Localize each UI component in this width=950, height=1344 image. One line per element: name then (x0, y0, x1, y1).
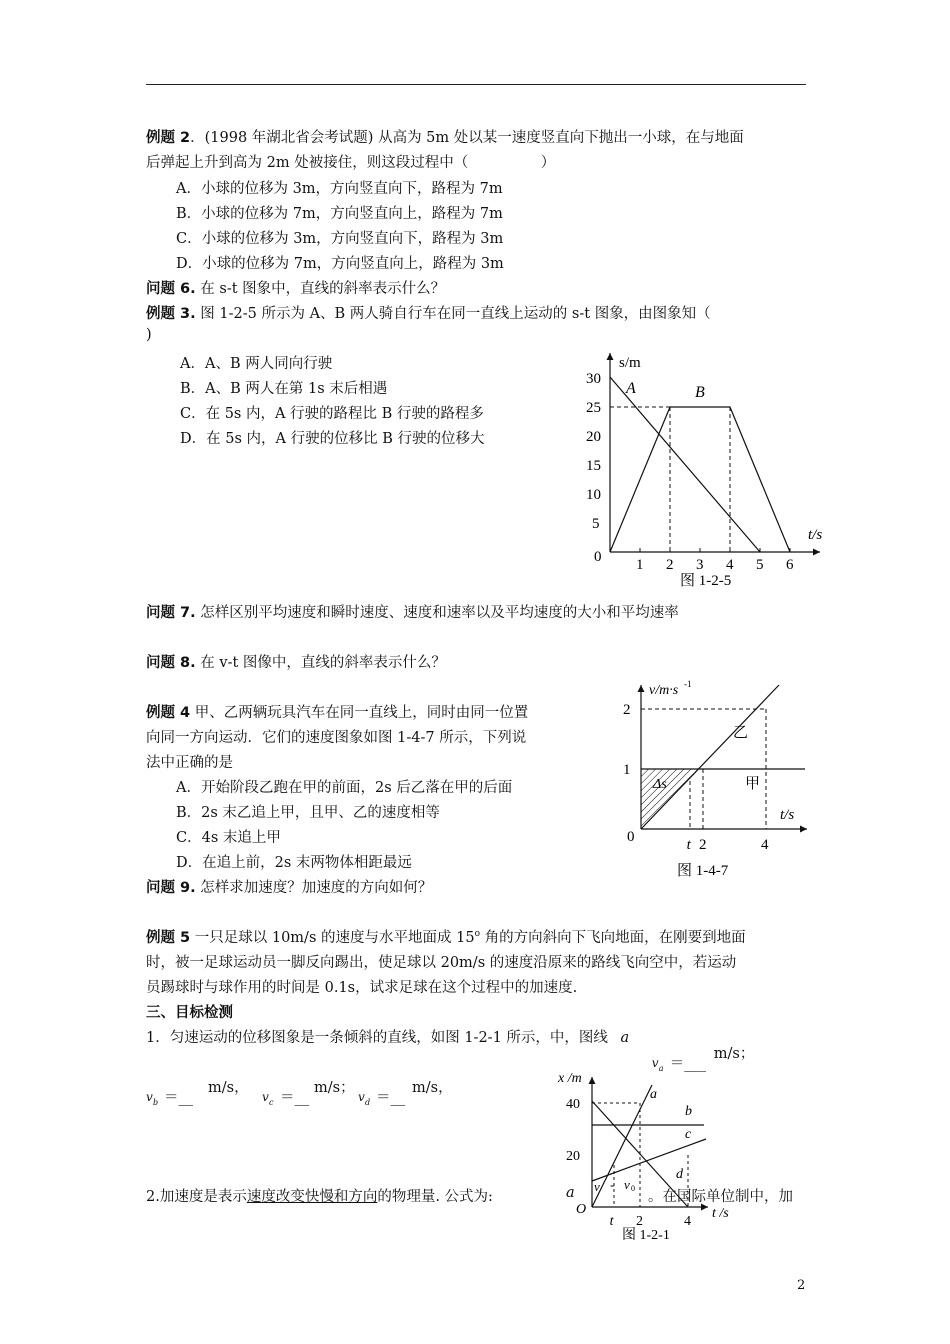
problem-1-text: 1．匀速运动的位移图象是一条倾斜的直线，如图 1-2-1 所示，中，图线 (146, 1030, 608, 1046)
example-3-option-a: A．A、B 两人同向行驶 (180, 356, 333, 372)
y-tick-5: 5 (592, 516, 600, 532)
problem-2-tail: 。在国际单位制中，加 (648, 1189, 793, 1205)
problem-2-post: 的物理量. 公式为: (377, 1189, 493, 1205)
y-tick-30: 30 (586, 371, 601, 387)
va-blank[interactable]: ＝___ (669, 1056, 707, 1072)
example-2-option-b: B．小球的位移为 7m，方向竖直向上，路程为 7m (176, 206, 503, 222)
x-axis-label: t/s (808, 527, 823, 543)
vb-unit: m/s， (208, 1080, 249, 1096)
question-9 (146, 876, 432, 897)
example-2-line1 (146, 126, 744, 147)
label-a: A (626, 380, 636, 397)
x-tick-4: 4 (761, 837, 769, 853)
va-symbol: v (651, 1056, 659, 1070)
example-4-label: 例题 4 (146, 705, 191, 721)
y-axis-label: v/m·s (649, 683, 679, 698)
header-rule (146, 84, 806, 85)
example-3-line1 (146, 302, 711, 323)
line-b (610, 407, 790, 552)
question-8-label: 问题 8. (146, 655, 196, 671)
label-c: c (685, 1127, 692, 1142)
x-tick-4: 4 (684, 1214, 691, 1229)
origin-label: 0 (594, 549, 602, 565)
overlay-minus: - (610, 1177, 615, 1192)
y-tick-2: 2 (623, 702, 631, 718)
vd-blank[interactable]: ＝__ (376, 1090, 405, 1106)
x-tick-4: 4 (726, 557, 734, 573)
example-2-text: ．(1998 年湖北省会考试题) 从高为 5m 处以某一速度竖直向下抛出一小球，在与地面 (190, 130, 744, 146)
x-tick-2: 2 (636, 1214, 643, 1229)
example-3-option-b: B．A、B 两人在第 1s 末后相遇 (180, 381, 388, 397)
x-tick-t: t (686, 837, 691, 853)
degree-sup: o (474, 929, 480, 940)
label-b: b (685, 1104, 692, 1119)
example-4-text: 甲、乙两辆玩具汽车在同一直线上，同时由同一位置 (190, 705, 529, 721)
x-tick-3: 3 (696, 557, 704, 573)
overlay-v0-sub: 0 (631, 1184, 635, 1193)
example-3-line2: ) (146, 327, 152, 343)
accel-symbol: a (566, 1185, 575, 1201)
figure-1-4-7 (615, 675, 815, 885)
y-tick-10: 10 (586, 487, 601, 503)
vd-sub: d (365, 1098, 371, 1107)
example-5-line3: 员踢球时与球作用的时间是 0.1s，试求足球在这个过程中的加速度. (146, 980, 578, 996)
question-9-label: 问题 9. (146, 880, 196, 896)
question-7 (146, 601, 679, 622)
example-2-line2: 后弹起上升到高为 2m 处被接住，则这段过程中（ ） (146, 155, 556, 171)
example-4-line2: 向同一方向运动．它们的速度图象如图 1-4-7 所示，下列说 (146, 730, 527, 746)
question-6-text: 在 s-t 图象中，直线的斜率表示什么？ (195, 281, 446, 297)
line-a-ref: a (620, 1030, 630, 1046)
example-3-option-c: C．在 5s 内，A 行驶的路程比 B 行驶的路程多 (180, 406, 484, 422)
vc-symbol: v (262, 1090, 269, 1104)
vd-symbol: v (358, 1090, 365, 1104)
example-5-label: 例题 5 (146, 930, 191, 946)
example-2-option-a: A．小球的位移为 3m，方向竖直向下，路程为 7m (176, 181, 503, 197)
example-5-text-b: 角的方向斜向下飞向地面，在刚要到地面 (479, 930, 746, 946)
example-5-line1 (146, 926, 746, 947)
x-tick-2: 2 (666, 557, 674, 573)
origin-label: 0 (627, 829, 635, 845)
y-axis-label-sup: -1 (684, 679, 692, 689)
y-tick-1: 1 (623, 762, 631, 778)
example-5-line2: 时，被一足球运动员一脚反向踢出，使足球以 20m/s 的速度沿原来的路线飞向空中，若运动 (146, 955, 737, 971)
problem-2-underlined: 速度改变快慢和方向 (246, 1189, 378, 1205)
line-yi (641, 685, 779, 829)
label-a: a (650, 1087, 657, 1102)
problem-2-formula-a (566, 1185, 575, 1201)
vc-unit: m/s； (314, 1080, 355, 1096)
vc-sub: c (269, 1098, 274, 1107)
caption-1-2-5: 图 1-2-5 (680, 573, 732, 589)
label-d: d (676, 1167, 683, 1182)
problem-2-pre: 2.加速度是表示 (146, 1189, 247, 1205)
overlay-vt: v (594, 1179, 600, 1194)
problem-2-line (146, 1185, 493, 1206)
question-7-text: 怎样区别平均速度和瞬时速度、速度和速率以及平均速度的大小和平均速率 (195, 605, 679, 621)
line-a (610, 377, 760, 552)
question-6 (146, 277, 445, 298)
example-3-label: 例题 3. (146, 306, 196, 322)
page-number: 2 (797, 1278, 806, 1293)
problem-1-line1 (146, 1026, 755, 1073)
figure-1-2-1 (548, 1065, 748, 1245)
va-unit: m/s； (713, 1046, 755, 1062)
example-3-text: 图 1-2-5 所示为 A、B 两人骑自行车在同一直线上运动的 s-t 图象，由图象知（ (195, 306, 711, 322)
origin-label: O (576, 1202, 587, 1217)
x-tick-6: 6 (786, 557, 794, 573)
overlay-v0: v (624, 1177, 630, 1192)
y-axis-label: s/m (619, 355, 641, 371)
delta-s-label: Δs (653, 777, 667, 792)
y-tick-20: 20 (586, 429, 601, 445)
x-axis-label: t/s (780, 807, 795, 823)
question-8-text: 在 v-t 图像中，直线的斜率表示什么？ (195, 655, 446, 671)
question-6-label: 问题 6. (146, 281, 196, 297)
label-jia: 甲 (745, 776, 761, 792)
x-tick-5: 5 (756, 557, 764, 573)
example-2-option-d: D．小球的位移为 7m，方向竖直向上，路程为 3m (176, 256, 504, 272)
y-tick-40: 40 (566, 1097, 580, 1112)
question-7-label: 问题 7. (146, 605, 196, 621)
section-3-title: 三、目标检测 (146, 1005, 233, 1021)
example-3-option-d: D．在 5s 内，A 行驶的位移比 B 行驶的位移大 (180, 431, 485, 447)
x-tick-1: 1 (636, 557, 644, 573)
vb-sub: b (153, 1098, 159, 1107)
label-b: B (695, 384, 705, 401)
x-axis-label: t /s (712, 1206, 729, 1221)
label-yi: 乙 (733, 725, 749, 741)
example-4-option-b: B．2s 末乙追上甲，且甲、乙的速度相等 (176, 805, 440, 821)
line-c (592, 1139, 706, 1181)
va-sub: a (658, 1064, 664, 1073)
y-tick-15: 15 (586, 458, 601, 474)
problem-1-line2 (146, 1078, 466, 1118)
vb-symbol: v (146, 1090, 153, 1104)
vc-blank[interactable]: ＝__ (280, 1090, 309, 1106)
example-4-line3: 法中正确的是 (146, 755, 233, 771)
example-4-option-a: A．开始阶段乙跑在甲的前面，2s 后乙落在甲的后面 (176, 780, 513, 796)
y-tick-25: 25 (586, 400, 601, 416)
example-4-option-d: D．在追上前，2s 末两物体相距最远 (176, 855, 412, 871)
x-tick-t: t (609, 1214, 614, 1229)
example-4-line1 (146, 701, 528, 722)
y-axis-label: x /m (558, 1071, 582, 1086)
example-2-option-c: C．小球的位移为 3m，方向竖直向下，路程为 3m (176, 231, 504, 247)
y-tick-20: 20 (566, 1149, 580, 1164)
example-2-label: 例题 2 (146, 130, 191, 146)
question-8 (146, 651, 446, 672)
caption-1-2-1: 图 1-2-1 (622, 1228, 670, 1243)
caption-1-4-7: 图 1-4-7 (677, 863, 729, 879)
question-9-text: 怎样求加速度？加速度的方向如何？ (195, 880, 433, 896)
vb-blank[interactable]: ＝__ (164, 1090, 193, 1106)
example-5-text: 一只足球以 10m/s 的速度与水平地面成 15 (190, 930, 475, 946)
figure-1-2-5 (580, 345, 830, 590)
example-4-option-c: C．4s 末追上甲 (176, 830, 281, 846)
x-tick-2: 2 (699, 837, 707, 853)
vd-unit: m/s， (412, 1080, 453, 1096)
